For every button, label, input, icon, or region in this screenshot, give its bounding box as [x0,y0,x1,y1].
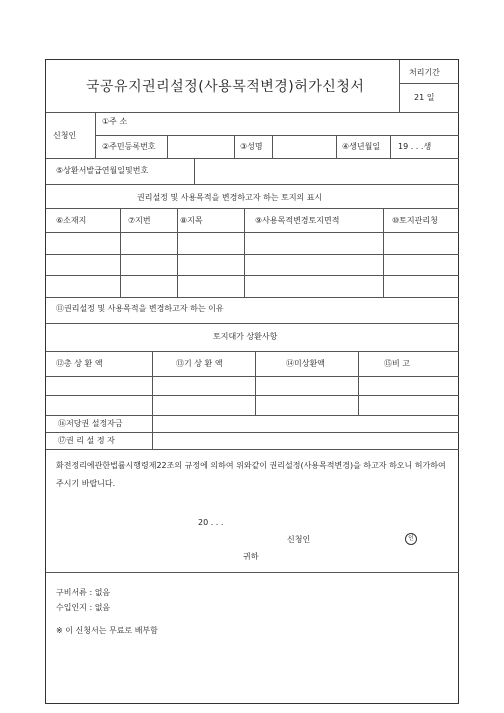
seal-mark: 인 [405,533,417,545]
col-lot-number: ⑦지번 [128,216,151,225]
statement-text: 화전정리에관한법률시행령제22조의 규정에 의하여 위와같이 권리설정(사용목적변경)을 하고자 하오니 허가하여 주시기 바랍니다. [56,461,446,488]
land-section-header: 권리설정 및 사용목적을 변경하고자 하는 토지의 표시 [137,193,323,202]
form-title: 국공유지권리설정(사용목적변경)허가신청서 [86,79,365,95]
applicant-label: 신청인 [53,131,77,140]
col-area: ⑨사용목적변경토지면적 [255,216,340,225]
recipient-label: 귀하 [243,552,259,561]
col-unpaid: ⑭미상환액 [286,359,325,368]
col-land-authority: ⑩토지관리청 [392,216,438,225]
rights-holder-label: ⑰권 리 설 정 자 [58,436,115,445]
col-location: ⑥소재지 [56,216,87,225]
signer-label: 신청인 [287,535,311,544]
repayment-section-header: 토지대가 상환사항 [213,332,278,341]
address-label: ①주 소 [102,117,128,126]
mortgage-amount-label: ⑯저당권 설정자금 [58,419,123,428]
name-label: ③성명 [240,142,263,151]
stamp-note: 수입인지 : 없음 [56,603,111,612]
col-repaid: ⑬기 상 환 액 [176,359,223,368]
date-line: 20 . . . [198,518,224,527]
processing-period-value: 21 일 [414,93,435,102]
repayment-date-label: ⑤상환서발급연월일및번호 [56,166,149,175]
birth-date-value: 19 . . .생 [398,142,432,151]
resident-number-label: ②주민등록번호 [102,142,156,151]
col-remarks: ⑮비 고 [384,359,410,368]
col-total-repayment: ⑫총 상 환 액 [56,359,103,368]
attachments-note: 구비서류 : 없음 [56,588,111,597]
processing-period-label: 처리기간 [409,68,440,77]
application-form [45,59,459,704]
birth-date-label: ④생년월일 [342,142,381,151]
free-distribution-note: ※ 이 신청서는 무료로 배부함 [56,626,158,635]
col-land-category: ⑧지목 [180,216,203,225]
reason-label: ⑪권리설정 및 사용목적을 변경하고자 하는 이유 [56,304,224,313]
